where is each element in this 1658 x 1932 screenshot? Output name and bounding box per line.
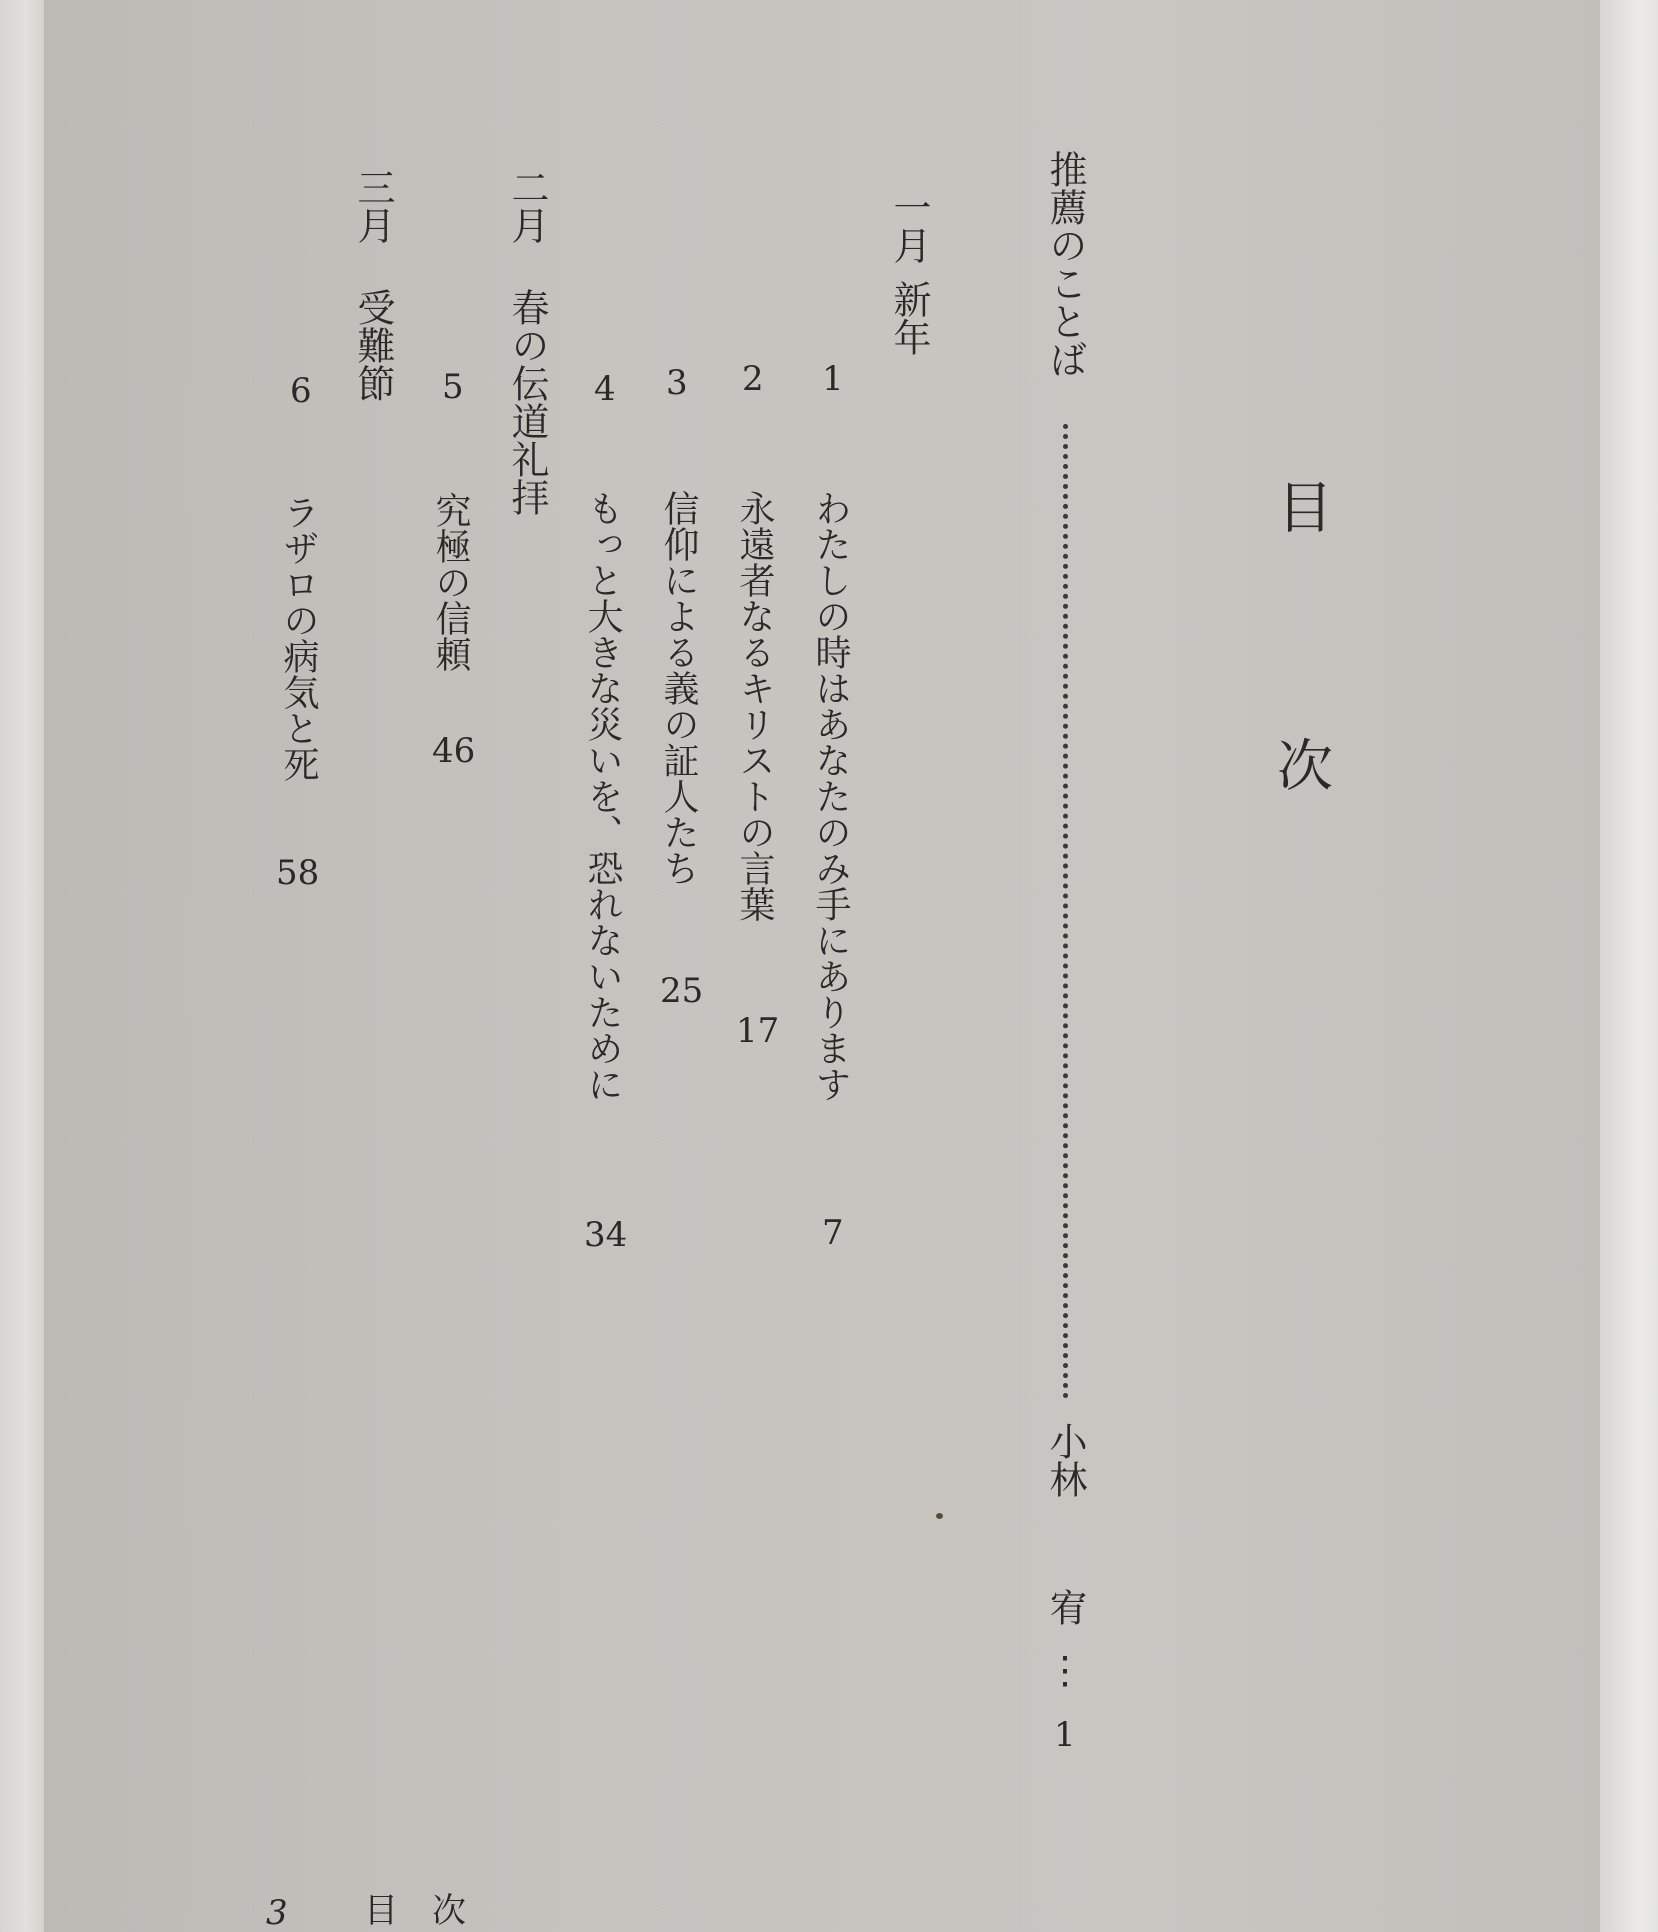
- entry-title: ラザロの病気と死: [278, 494, 319, 782]
- page-number: 3: [266, 1893, 288, 1932]
- month-theme-mar: 受難節: [351, 288, 395, 402]
- entry-number: 5: [442, 367, 464, 407]
- recommendation-author-given: 宥: [1043, 1588, 1087, 1626]
- recommendation-label: 推薦のことば: [1043, 150, 1087, 378]
- entry-number: 3: [666, 363, 688, 403]
- toc-title-char-1: 目: [1268, 478, 1333, 534]
- left-page-edge: [0, 0, 44, 1932]
- entry-page: 34: [584, 1215, 628, 1255]
- entry-page: 46: [432, 731, 476, 771]
- entry-title: 究極の信頼: [430, 492, 471, 672]
- running-footer: 目 次: [364, 1891, 466, 1931]
- month-heading-mar: 三月: [351, 168, 395, 244]
- toc-title-char-2: 次: [1268, 736, 1333, 792]
- entry-number: 4: [594, 369, 616, 409]
- entry-page: 25: [660, 971, 704, 1011]
- right-page-edge: [1600, 0, 1658, 1932]
- entry-title: もっと大きな災いを、恐れないために: [582, 490, 623, 1102]
- month-theme-jan: 新年: [887, 280, 931, 356]
- entry-number: 6: [290, 371, 312, 411]
- month-heading-feb: 二月: [505, 168, 549, 244]
- entry-page: 17: [736, 1011, 780, 1051]
- recommendation-author-surname: 小林: [1043, 1422, 1087, 1498]
- entry-title: わたしの時はあなたのみ手にあります: [810, 490, 851, 1102]
- leader-dots-end: ⋮: [1043, 1648, 1087, 1692]
- entry-page: 7: [822, 1213, 844, 1253]
- entry-number: 1: [822, 359, 844, 399]
- paper-speck: [936, 1513, 943, 1519]
- entry-title: 永遠者なるキリストの言葉: [734, 490, 775, 922]
- month-theme-feb: 春の伝道礼拝: [505, 288, 549, 516]
- entry-page: 58: [276, 853, 320, 893]
- month-heading-jan: 一月: [887, 188, 931, 264]
- leader-dots: [1063, 424, 1068, 1399]
- entry-title: 信仰による義の証人たち: [658, 490, 699, 886]
- entry-number: 2: [742, 359, 764, 399]
- recommendation-page: 1: [1054, 1715, 1076, 1755]
